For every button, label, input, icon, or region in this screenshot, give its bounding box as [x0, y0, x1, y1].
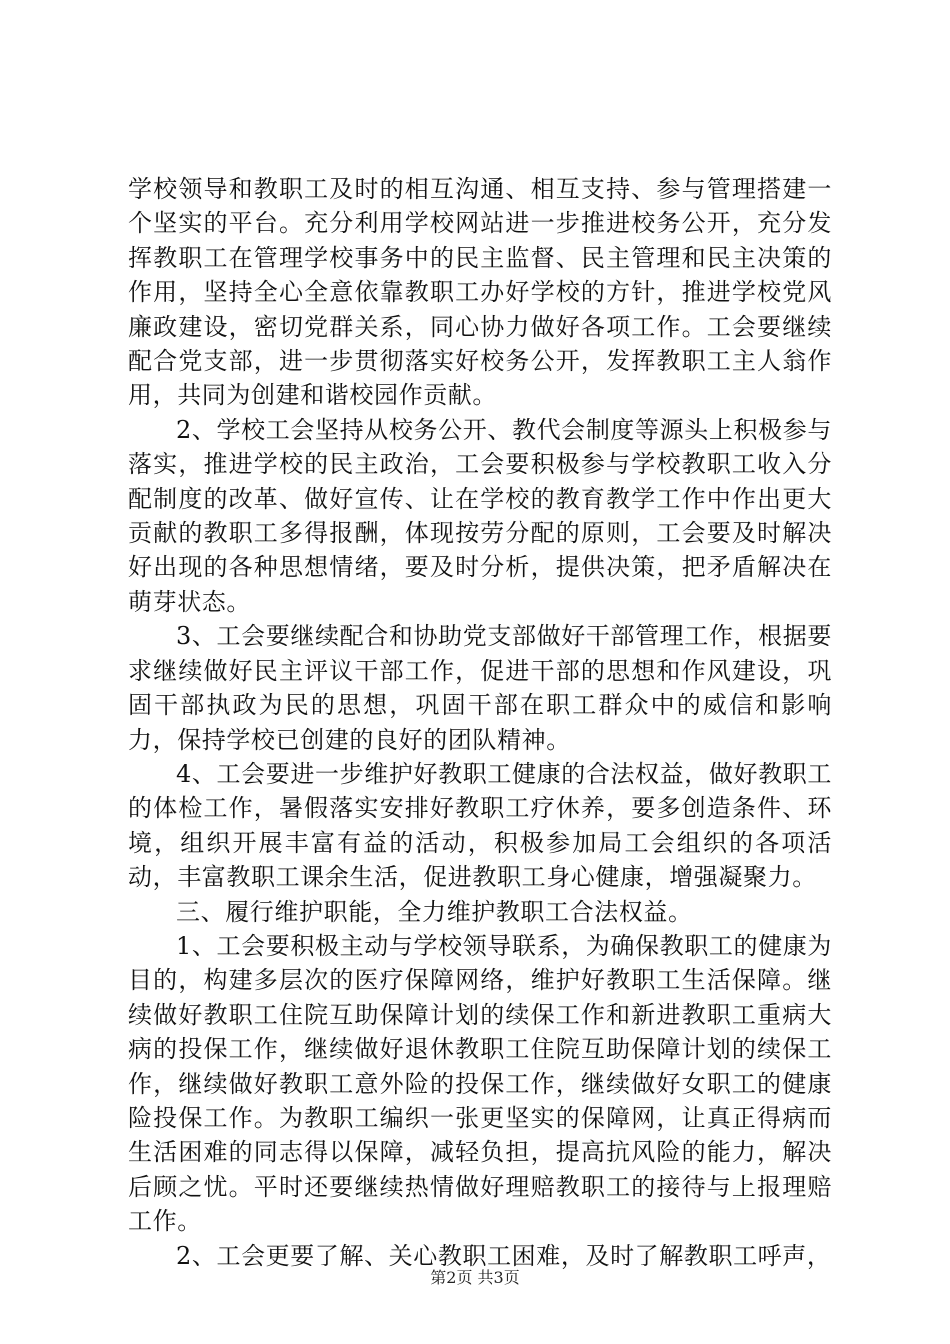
section-heading-3: 三、履行维护职能，全力维护教职工合法权益。: [176, 897, 693, 926]
page-footer: 第2页 共3页: [430, 1268, 520, 1287]
paragraph-section3-item-2: 2、工会更要了解、关心教职工困难，及时了解教职工呼声，: [176, 1241, 832, 1270]
paragraph-section3-item-1: 1、工会要积极主动与学校领导联系，为确保教职工的健康为目的，构建多层次的医疗保障网络，维护好教职工生活保障。继续做好教职工住院互助保障计划的续保工作和新进教职工重病大病的投保工作，继续做好退休教职工住院互助保障计划的续保工作，继续做好教职工意外险的投保工作，继续做好女职工的健康险投保工作。为教职工编织一张更坚实的保障网，让真正得病而生活困难的同志得以保障，减轻负担，提高抗风险的能力，解决后顾之忧。平时还要继续热情做好理赔教职工的接待与上报理赔工作。: [128, 931, 832, 1236]
paragraph-item-4: 4、工会要进一步维护好教职工健康的合法权益，做好教职工的体检工作，暑假落实安排好教职工疗休养，要多创造条件、环境，组织开展丰富有益的活动，积极参加局工会组织的各项活动，丰富教职工课余生活，促进教职工身心健康，增强凝聚力。: [128, 759, 832, 892]
paragraph-item-3: 3、工会要继续配合和协助党支部做好干部管理工作，根据要求继续做好民主评议干部工作，促进干部的思想和作风建设，巩固干部执政为民的思想，巩固干部在职工群众中的威信和影响力，保持学校已创建的良好的团队精神。: [128, 622, 832, 754]
paragraph-item-2: 2、学校工会坚持从校务公开、教代会制度等源头上积极参与落实，推进学校的民主政治，工会要积极参与学校教职工收入分配制度的改革、做好宣传、让在学校的教育教学工作中作出更大贡献的教职工多得报酬，体现按劳分配的原则，工会要及时解决好出现的各种思想情绪，要及时分析，提供决策，把矛盾解决在萌芽状态。: [128, 415, 832, 616]
paragraph-continuation: 学校领导和教职工及时的相互沟通、相互支持、参与管理搭建一个坚实的平台。充分利用学校网站进一步推进校务公开，充分发挥教职工在管理学校事务中的民主监督、民主管理和民主决策的作用，坚持全心全意依靠教职工办好学校的方针，推进学校党风廉政建设，密切党群关系，同心协力做好各项工作。工会要继续配合党支部，进一步贯彻落实好校务公开，发挥教职工主人翁作用，共同为创建和谐校园作贡献。: [128, 175, 832, 410]
document-body: [128, 172, 832, 1273]
